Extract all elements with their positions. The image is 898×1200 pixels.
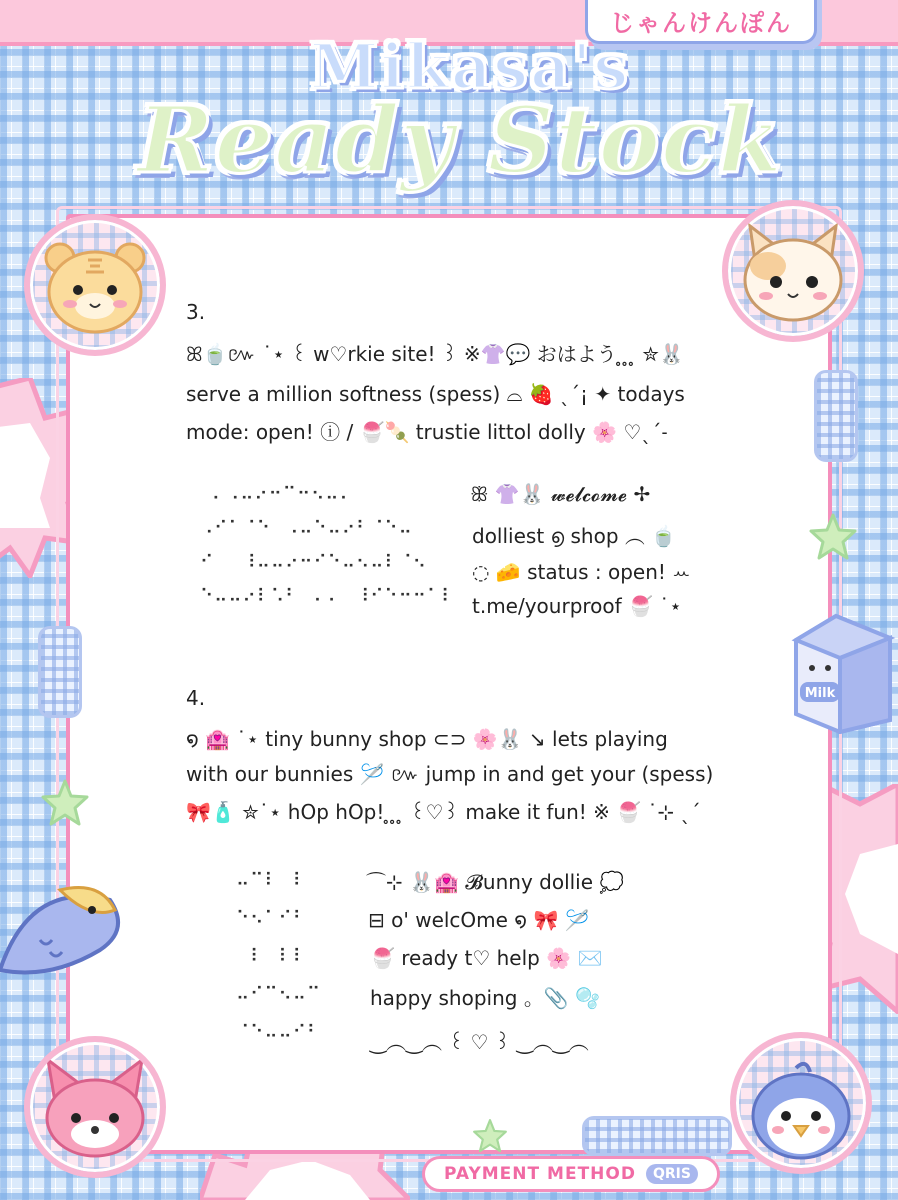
section-4-side-5: ‿︵‿︵ ꒰ ♡ ꒱ ‿︵‿︵ (370, 1030, 589, 1054)
section-3-line-1: ꕤ🍵៚ ˙⋆ ꒰ w♡rkie site! ꒱ ※👚💬 おはよう ̥ ̥ ̥ ✮🐰 (186, 342, 684, 366)
section-3-side-3: ◌ 🧀 status : open! ꕀ (472, 560, 691, 584)
star-icon (472, 1118, 508, 1154)
penguin-icon (736, 1038, 866, 1168)
payment-qris-tag: QRIS (646, 1164, 698, 1184)
cat-braille-art: ⠤⠉⠇⠀⠇ ⠑⠢⠁⠊⠃ ⠀⠇⠀⠇⠇ ⠤⠊⠉⠢⠤⠉ ⠈⠑⠤⠤⠊⠃ (236, 870, 322, 1043)
milk-carton-icon (786, 610, 898, 734)
title-block (60, 30, 860, 200)
section-4-side-2: ⊟ o' welcOme ໑ 🎀 🪡 (368, 908, 590, 932)
section-4-side-1: ⌒⊹ 🐰🏩 𝓑unny dollie 💭 (366, 870, 625, 894)
section-3-side-1: ꕥ 👚🐰 𝔀𝓮𝓵𝓬𝓸𝓶𝓮 ✢ (470, 482, 651, 506)
cat-icon (728, 206, 858, 336)
title-main: Ready Stock (137, 86, 783, 194)
penguin-circle (730, 1032, 872, 1174)
tiger-icon (30, 220, 160, 350)
payment-method-badge (422, 1156, 720, 1192)
cat-circle (722, 200, 864, 342)
gingham-pill (582, 1116, 732, 1156)
fish-icon (0, 860, 130, 990)
star-icon (808, 512, 858, 562)
section-3-line-3: mode: open! ⓘ / 🍧🍡 trustie littol dolly 🌸 ♡ˎˊ˗ (186, 420, 668, 444)
fox-circle (24, 1036, 166, 1178)
section-3-line-2: serve a million softness (spess) ⌓ 🍓 ˎˊ¡ ✦ todays (186, 382, 685, 406)
fox-icon (30, 1042, 160, 1172)
title-top: Mikasa's (309, 30, 631, 103)
section-3-side-4: t.me/yourproof 🍧 ˙⋆ (472, 594, 682, 618)
gingham-pill (814, 370, 858, 462)
section-4-side-3: 🍧 ready t♡ help 🌸 ✉️ (370, 946, 603, 970)
badge-label: じゃんけんぽん (610, 9, 792, 37)
payment-method-label: PAYMENT METHOD (444, 1164, 636, 1184)
section-4-line-1: ໑ 🏩 ˙⋆ tiny bunny shop ⊂⊃ 🌸🐰 ↘ lets playing (186, 727, 668, 751)
section-4-line-2: with our bunnies 🪡 ៚ jump in and get your (spess) (186, 762, 714, 786)
svg-text:Milk: Milk (804, 686, 836, 701)
section-3-side-2: dolliest ൭ shop ︵ 🍵 (472, 524, 677, 548)
section-4-number: 4. (186, 686, 206, 710)
bunny-braille-art: ⠄⠠⠤⠔⠒⠉⠒⠢⠤⠄⠀ ⠠⠊⠁⠈⠑⠀⠠⠤⠑⠤⠔⠃⠈⠑⠤ ⠊⠀⠀⠸⠤⠤⠔⠒⠊⠑⠤⠢⠤⠇⠈⠢ ⠑⠤⠤⠔⠇⠡⠃⠀⠄⠄⠀⠸⠊⠑⠒⠒⠁⠇ (200, 484, 456, 607)
section-3-number: 3. (186, 300, 206, 324)
section-4-side-4: happy shoping 。📎 🫧 (370, 986, 600, 1010)
section-4-line-3: 🎀🧴 ✮˙⋆ hOp hOp! ̥ ̥ ̥ ꒰♡꒱ make it fun! ※ 🍧 ˙⊹ ˎˊ (186, 800, 701, 824)
gingham-pill (38, 626, 82, 718)
tiger-circle (24, 214, 166, 356)
star-icon (40, 778, 90, 828)
